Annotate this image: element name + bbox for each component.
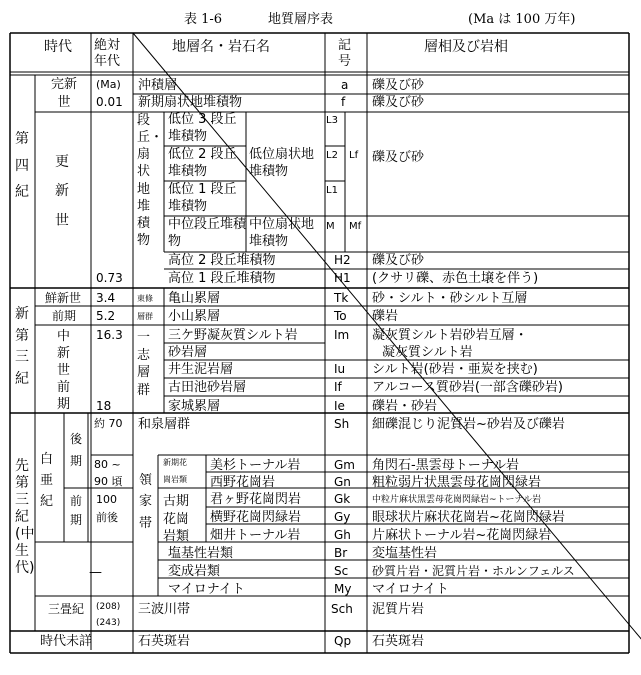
lithology-text: 粗粒弱片状黒雲母花崗閃緑岩: [372, 475, 542, 490]
formation-name: 横野花崗閃緑岩: [210, 510, 302, 525]
epoch-early: 前期: [70, 494, 83, 528]
formation-name: 高位 2 段丘堆積物: [168, 253, 276, 268]
formation-symbol: M: [326, 221, 335, 232]
lithology-text: 変塩基性岩: [372, 546, 438, 561]
ichishi-group-label: 一志層群: [137, 330, 151, 398]
era-neogene: 新第三紀: [15, 306, 29, 388]
age-value: (243): [96, 618, 121, 628]
formation-name: 三ケ野凝灰質シルト岩: [168, 328, 298, 343]
age-value: 18: [96, 399, 112, 413]
formation-name: 新期扇状地堆積物: [138, 95, 243, 110]
formation-symbol: Ie: [334, 399, 345, 413]
lithology-text: 角閃石-黒雲母トーナル岩: [372, 458, 520, 473]
lithology-text: アルコース質砂岩(一部含礫砂岩): [372, 380, 563, 395]
formation-name: 塩基性岩類: [168, 546, 234, 561]
formation-symbol: Gh: [334, 528, 351, 542]
lithology-text: (クサリ礫、赤色土壌を伴う): [372, 271, 539, 286]
age-value: 0.73: [96, 271, 123, 285]
formation-name: 井生泥岩層: [168, 362, 234, 377]
lithology-text: 細礫混じり泥質岩~砂岩及び礫岩: [372, 417, 565, 432]
formation-symbol: Sc: [334, 564, 349, 578]
header-symbol: 記号: [338, 38, 352, 70]
ryoke-belt-label: 領家帯: [139, 473, 153, 531]
epoch-early: 前期: [57, 380, 71, 412]
formation-symbol: Iu: [334, 362, 346, 376]
formation-name: 低位 2 段丘堆積物: [168, 147, 237, 179]
table-title: 地質層序表: [268, 12, 334, 27]
formation-symbol: Lf: [349, 150, 359, 161]
era-quaternary: 第四紀: [15, 131, 29, 201]
granite-group-label: 崗岩類: [163, 475, 187, 484]
dash-mark: —: [89, 565, 102, 580]
formation-symbol: Gy: [334, 510, 351, 524]
lithology-text: シルト岩(砂岩・亜炭を挟む): [372, 362, 538, 377]
epoch-pliocene: 鮮新世: [45, 291, 82, 305]
lithology-text: 石英斑岩: [372, 634, 425, 649]
era-unknown: 時代未詳: [40, 634, 93, 649]
formation-symbol: H1: [334, 271, 351, 285]
epoch-late: 後期: [70, 432, 83, 468]
table-number: 表 1-6: [184, 12, 223, 27]
terrace-group-label: 段丘・扇状地堆積物: [137, 113, 164, 249]
formation-name: 低位 3 段丘堆積物: [168, 112, 237, 144]
formation-name: 家城累層: [168, 399, 221, 414]
formation-symbol: Sch: [331, 602, 353, 616]
fan-deposit-mid: 中位扇状地堆積物: [249, 217, 315, 249]
age-value: 100: [96, 493, 117, 506]
lithology-text: 片麻状トーナル岩~花崗閃緑岩: [372, 528, 552, 543]
epoch-late: 前期: [52, 309, 77, 323]
header-formation: 地層名・岩石名: [172, 39, 270, 55]
lithology-text: 礫及び砂: [372, 150, 425, 165]
fan-deposit-low: 低位扇状地堆積物: [249, 147, 315, 179]
epoch-cretaceous: 白亜紀: [40, 452, 54, 509]
formation-name: 三波川帯: [138, 602, 191, 617]
formation-symbol: Br: [334, 546, 348, 560]
old-granite-label: 古期花崗岩類: [163, 494, 190, 545]
formation-name: 小山累層: [168, 309, 221, 324]
formation-name: 沖積層: [138, 78, 178, 93]
formation-symbol: Im: [334, 328, 350, 342]
formation-name: 古田池砂岩層: [168, 380, 247, 395]
lithology-text: 礫岩: [372, 309, 399, 324]
formation-name: マイロナイト: [168, 582, 245, 597]
formation-name: 君ヶ野花崗閃岩: [210, 492, 302, 507]
formation-symbol: L1: [326, 185, 338, 196]
age-value: (208): [96, 602, 121, 612]
formation-symbol: H2: [334, 253, 351, 267]
header-age: 絶対年代: [94, 38, 121, 70]
formation-symbol: My: [334, 582, 352, 596]
formation-symbol: Gn: [334, 475, 351, 489]
formation-name: 和泉層群: [138, 417, 191, 432]
formation-symbol: Sh: [334, 417, 350, 431]
epoch-triassic: 三畳紀: [48, 602, 85, 616]
lithology-text: 中粒片麻状黒雲母花崗閃緑岩~トーナル岩: [372, 495, 542, 505]
group-label: 東條: [137, 294, 153, 303]
lithology-text: 凝灰質シルト岩砂岩互層・: [372, 328, 528, 343]
formation-symbol: If: [334, 380, 342, 394]
epoch-holocene: 完新世: [50, 77, 77, 110]
age-value: 80 ~: [94, 458, 121, 471]
lithology-text: 眼球状片麻状花崗岩~花崗閃緑岩: [372, 510, 565, 525]
age-value: 16.3: [96, 328, 123, 342]
lithology-text: 凝灰質シルト岩: [382, 345, 473, 360]
age-value: 0.01: [96, 95, 123, 109]
header-era: 時代: [44, 39, 72, 55]
lithology-text: 砂質片岩・泥質片岩・ホルンフェルス: [372, 564, 575, 578]
formation-symbol: Tk: [334, 291, 349, 305]
era-pretertiary: 先第三紀(中生代): [15, 458, 35, 577]
formation-symbol: Gk: [334, 492, 351, 506]
header-lithology: 層相及び岩相: [424, 39, 508, 55]
formation-name: 高位 1 段丘堆積物: [168, 271, 276, 286]
formation-name: 砂岩層: [168, 345, 208, 360]
lithology-text: 礫及び砂: [372, 253, 425, 268]
formation-name: 低位 1 段丘堆積物: [168, 182, 237, 214]
epoch-miocene: 中新世: [57, 329, 71, 378]
age-value: 約 70: [94, 417, 123, 430]
formation-name: 石英斑岩: [138, 634, 191, 649]
age-value: 3.4: [96, 291, 116, 305]
formation-symbol: To: [334, 309, 347, 323]
formation-symbol: Mf: [349, 221, 362, 232]
age-value: 前後: [96, 511, 118, 524]
formation-symbol: Qp: [334, 634, 352, 648]
age-value: 90 頃: [94, 475, 123, 488]
formation-name: 中位段丘堆積物: [168, 217, 247, 249]
granite-group-label: 新期花: [163, 458, 187, 467]
formation-name: 畑井トーナル岩: [210, 528, 301, 543]
formation-name: 変成岩類: [168, 564, 221, 579]
lithology-text: マイロナイト: [372, 582, 449, 597]
formation-symbol: f: [341, 95, 346, 109]
formation-symbol: L3: [326, 115, 338, 126]
age-value: 5.2: [96, 309, 116, 323]
lithology-text: 礫及び砂: [372, 95, 425, 110]
lithology-text: 礫岩・砂岩: [372, 399, 438, 414]
age-unit: (Ma): [96, 78, 121, 91]
unit-note: (Ma は 100 万年): [468, 12, 576, 27]
lithology-text: 泥質片岩: [372, 602, 425, 617]
formation-symbol: L2: [326, 150, 338, 161]
epoch-pleistocene: 更新世: [55, 154, 69, 229]
formation-name: 美杉トーナル岩: [210, 458, 301, 473]
group-label: 層群: [137, 312, 153, 321]
lithology-text: 礫及び砂: [372, 78, 425, 93]
lithology-text: 砂・シルト・砂シルト互層: [372, 291, 528, 306]
formation-symbol: Gm: [334, 458, 355, 472]
formation-name: 亀山累層: [168, 291, 221, 306]
formation-name: 西野花崗岩: [210, 475, 276, 490]
formation-symbol: a: [341, 78, 349, 92]
